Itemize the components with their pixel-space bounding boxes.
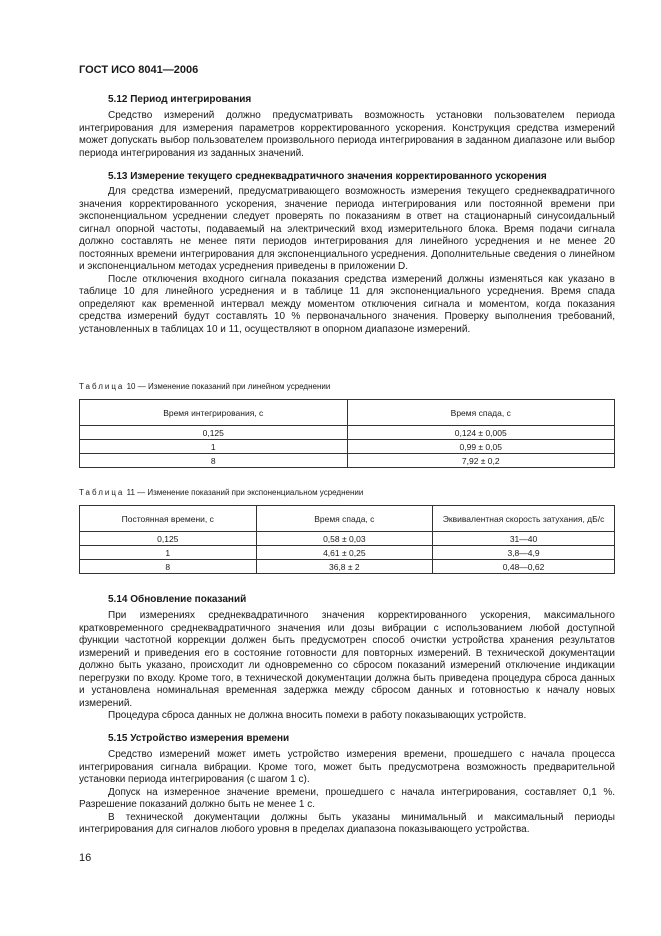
caption-text: 11 — Изменение показаний при экспоненциальном усреднении [124, 488, 364, 497]
table-cell: 36,8 ± 2 [256, 560, 433, 574]
table-header-row [80, 506, 615, 532]
column-header: Время интегрирования, с [80, 400, 348, 426]
paragraph: При измерениях среднеквадратичного значения корректированного ускорения, максимального кратковременного среднеквадратичного значения или дозы вибрации с использованием любой доступной функции частотной коррекции должен быть предусмотрен способ очистки устройства хранения результатов измерений и приведения его в состояние готовности для повторных измерений. В технической документации должно быть указано, происходит ли одновременно со сбросом показаний измерений отключение индикации перегрузки по входу. Кроме того, в технической документации должна быть приведена процедура сброса данных и установлена номинальная временная задержка между сбросом данных и готовностью к началу новых измерений. [79, 610, 615, 709]
section-5-14-title: 5.14 Обновление показаний [108, 594, 247, 605]
table-row [80, 426, 615, 440]
table-row [80, 454, 615, 468]
table-11 [79, 505, 615, 574]
paragraph: Средство измерений может иметь устройство измерения времени, прошедшего с начала процесса интегрирования сигнала вибрации. Кроме того, может быть предусмотрена возможность предварительной установки периода интегрирования (с шагом 1 с). [79, 749, 615, 785]
paragraph: Для средства измерений, предусматривающего возможность измерения текущего среднеквадратичного значения корректированного ускорения, значение периода интегрирования или постоянной времени при экспоненциальном усреднении следует проверять по показаниям в ответ на стационарный синусоидальный сигнал опорной частоты, подаваемый на электрический вход измерительного блока. Время подачи сигнала должно составлять не менее пяти периодов интегрирования для линейного усреднения и не менее 20 постоянных времени интегрирования для экспоненциального усреднения. Дополнительные сведения о линейном и экспоненциальном методах усреднения приведены в приложении D. [79, 186, 615, 272]
document-header: ГОСТ ИСО 8041—2006 [79, 64, 199, 76]
table-10-caption [79, 382, 330, 391]
table-cell: 1 [80, 546, 257, 560]
column-header: Время спада, с [347, 400, 615, 426]
section-5-15-title: 5.15 Устройство измерения времени [108, 733, 290, 744]
column-header: Эквивалентная скорость затухания, дБ/с [433, 506, 615, 532]
table-cell: 0,99 ± 0,05 [347, 440, 615, 454]
table-cell: 8 [80, 454, 348, 468]
section-5-13-title: 5.13 Измерение текущего среднеквадратичного значения корректированного ускорения [108, 171, 547, 182]
table-row [80, 546, 615, 560]
table-cell: 7,92 ± 0,2 [347, 454, 615, 468]
table-cell: 31—40 [433, 532, 615, 546]
column-header: Время спада, с [256, 506, 433, 532]
table-cell: 1 [80, 440, 348, 454]
table-row [80, 532, 615, 546]
table-cell: 0,124 ± 0,005 [347, 426, 615, 440]
table-cell: 0,48—0,62 [433, 560, 615, 574]
caption-word: Таблица [79, 382, 125, 391]
table-cell: 3,8—4,9 [433, 546, 615, 560]
section-5-13-body [79, 186, 615, 336]
section-5-12-body [79, 110, 615, 160]
paragraph: В технической документации должны быть указаны минимальный и максимальный периоды интегрирования для сигналов любого уровня в пределах диапазона показывающего устройства. [79, 811, 615, 835]
table-10 [79, 399, 615, 468]
caption-text: 10 — Изменение показаний при линейном усреднении [124, 382, 331, 391]
table-header-row [80, 400, 615, 426]
table-cell: 0,58 ± 0,03 [256, 532, 433, 546]
table-cell: 8 [80, 560, 257, 574]
column-header: Постоянная времени, с [80, 506, 257, 532]
paragraph: Процедура сброса данных не должна вносить помехи в работу показывающих устройств. [108, 710, 527, 721]
table-cell: 0,125 [80, 426, 348, 440]
table-cell: 0,125 [80, 532, 257, 546]
table-11-caption [79, 488, 363, 497]
paragraph: Допуск на измеренное значение времени, прошедшего с начала интегрирования, составляет 0,1 %. Разрешение показаний должно быть не менее 1 с. [79, 786, 615, 810]
caption-word: Таблица [79, 488, 125, 497]
section-5-14-body [79, 610, 615, 723]
paragraph: Средство измерений должно предусматривать возможность установки пользователем периода интегрирования для измерения параметров корректированного ускорения. Конструкция средства измерений может допускать выбор пользователем произвольного периода интегрирования в заданном диапазоне или выбор периода интегрирования из заданных значений. [79, 110, 615, 159]
paragraph: После отключения входного сигнала показания средства измерений должны изменяться как указано в таблице 10 для линейного усреднения и в таблице 11 для экспоненциального усреднения. Время спада определяют как временной интервал между моментом отключения сигнала и моментом, когда показания средства измерений будут составлять 10 % первоначального значения. Проверку выполнения требований, установленных в таблицах 10 и 11, осуществляют в опорном диапазоне измерений. [79, 273, 615, 335]
table-row [80, 560, 615, 574]
section-5-15-body [79, 749, 615, 837]
table-cell: 4,61 ± 0,25 [256, 546, 433, 560]
section-5-12-title: 5.12 Период интегрирования [108, 94, 252, 105]
page-number: 16 [79, 852, 92, 864]
table-row [80, 440, 615, 454]
